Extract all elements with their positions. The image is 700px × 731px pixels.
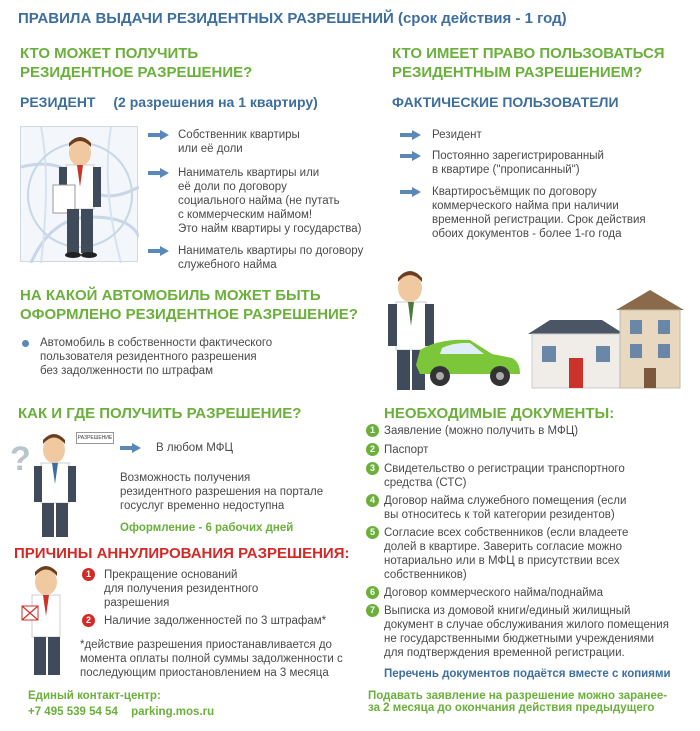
document-item: Заявление (можно получить в МФЦ) (384, 425, 579, 437)
resident-subheading: РЕЗИДЕНТ (2 разрешения на 1 квартиру) (20, 94, 318, 110)
arrow-icon (400, 187, 422, 197)
arrow-icon (400, 130, 422, 140)
copies-note: Перечень документов подаётся вместе с копиями (384, 668, 671, 680)
cancel-reason: Наличие задолженностей по 3 штрафам* (104, 615, 327, 627)
advance-note: Подавать заявление на разрешение можно заранее- за 2 месяца до окончания действия предыдущего (368, 690, 668, 714)
man-tearing-icon (18, 566, 76, 678)
who-can-get-item: Собственник квартиры или её доли (178, 129, 300, 155)
man-question-icon (10, 430, 80, 538)
arrow-icon (120, 443, 142, 453)
contact-phone[interactable]: +7 495 539 54 54 (28, 706, 118, 718)
who-can-use-item: Квартиросъёмщик по договору коммерческого найма при наличии временной регистрации. Срок действия обоих документов - более 1-го года (432, 186, 646, 240)
number-badge-icon: 5 (366, 526, 379, 539)
who-can-get-item: Наниматель квартиры или её доли по договору социального найма (не путать с коммерческим наймом! Это найм квартиры у государства) (178, 167, 362, 235)
arrow-icon (148, 168, 170, 178)
number-badge-icon: 1 (366, 424, 379, 437)
car-heading: НА КАКОЙ АВТОМОБИЛЬ МОЖЕТ БЫТЬ ОФОРМЛЕНО РЕЗИДЕНТНОЕ РАЗРЕШЕНИЕ? (20, 287, 358, 323)
svg-text:?: ? (10, 440, 31, 478)
number-badge-icon: 1 (82, 568, 95, 581)
number-badge-icon: 6 (366, 586, 379, 599)
cancel-footnote: *действие разрешения приостанавливается до момента оплаты полной суммы задолженности с последующим приостановлением на 3 месяца (80, 639, 343, 679)
contact-line (28, 706, 214, 718)
who-can-use-item: Резидент (432, 129, 482, 141)
who-can-get-item: Наниматель квартиры по договору служебного найма (178, 245, 364, 271)
arrow-icon (148, 130, 170, 140)
document-item: Договор коммерческого найма/поднайма (384, 587, 603, 599)
number-badge-icon: 4 (366, 494, 379, 507)
number-badge-icon: 2 (82, 614, 95, 627)
contact-label: Единый контакт-центр: (28, 690, 161, 702)
who-can-use-heading: КТО ИМЕЕТ ПРАВО ПОЛЬЗОВАТЬСЯ РЕЗИДЕНТНЫМ РАЗРЕШЕНИЕМ? (392, 45, 665, 81)
processing-time: Оформление - 6 рабочих дней (120, 522, 294, 534)
documents-heading: НЕОБХОДИМЫЕ ДОКУМЕНТЫ: (384, 405, 615, 422)
number-badge-icon: 2 (366, 443, 379, 456)
bullet-icon (22, 340, 29, 347)
permit-paper: РАЗРЕШЕНИЕ (76, 432, 114, 444)
document-item: Согласие всех собственников (если владеете долей в квартире. Заверить согласие можно нотариально или в МФЦ в присутствии всех собственников) (384, 527, 629, 581)
cancel-reason: Прекращение оснований для получения резидентного разрешения (104, 569, 259, 609)
arrow-icon (148, 246, 170, 256)
cancel-heading: ПРИЧИНЫ АННУЛИРОВАНИЯ РАЗРЕШЕНИЯ: (14, 545, 350, 562)
who-can-use-item: Постоянно зарегистрированный в квартире ("прописанный") (432, 150, 604, 176)
where-mfc: В любом МФЦ (156, 442, 233, 454)
who-can-get-heading: КТО МОЖЕТ ПОЛУЧИТЬ РЕЗИДЕНТНОЕ РАЗРЕШЕНИЕ? (20, 45, 253, 81)
portal-note: Возможность получения резидентного разрешения на портале госуслуг временно недоступна (120, 472, 324, 512)
actual-users-subheading: ФАКТИЧЕСКИЕ ПОЛЬЗОВАТЕЛИ (392, 94, 619, 110)
document-item: Выписка из домовой книги/единый жилищный документ в случае обслуживания жилого помещения не государственными бюджетными учреждениями для подтверждения временной регистрации. (384, 605, 669, 659)
man-car-houses-illustration (380, 270, 690, 395)
how-heading: КАК И ГДЕ ПОЛУЧИТЬ РАЗРЕШЕНИЕ? (18, 405, 302, 422)
page-title: ПРАВИЛА ВЫДАЧИ РЕЗИДЕНТНЫХ РАЗРЕШЕНИЙ (срок действия - 1 год) (18, 10, 567, 27)
number-badge-icon: 3 (366, 462, 379, 475)
document-item: Паспорт (384, 444, 429, 456)
car-item: Автомобиль в собственности фактического пользователя резидентного разрешения без задолженности по штрафам (40, 337, 273, 377)
document-item: Договор найма служебного помещения (если вы относитесь к той категории резидентов) (384, 495, 627, 521)
map-illustration (20, 126, 138, 262)
contact-site[interactable]: parking.mos.ru (131, 706, 215, 718)
document-item: Свидетельство о регистрации транспортного средства (СТС) (384, 463, 625, 489)
arrow-icon (400, 151, 422, 161)
number-badge-icon: 7 (366, 604, 379, 617)
map-man-icon (21, 127, 139, 263)
